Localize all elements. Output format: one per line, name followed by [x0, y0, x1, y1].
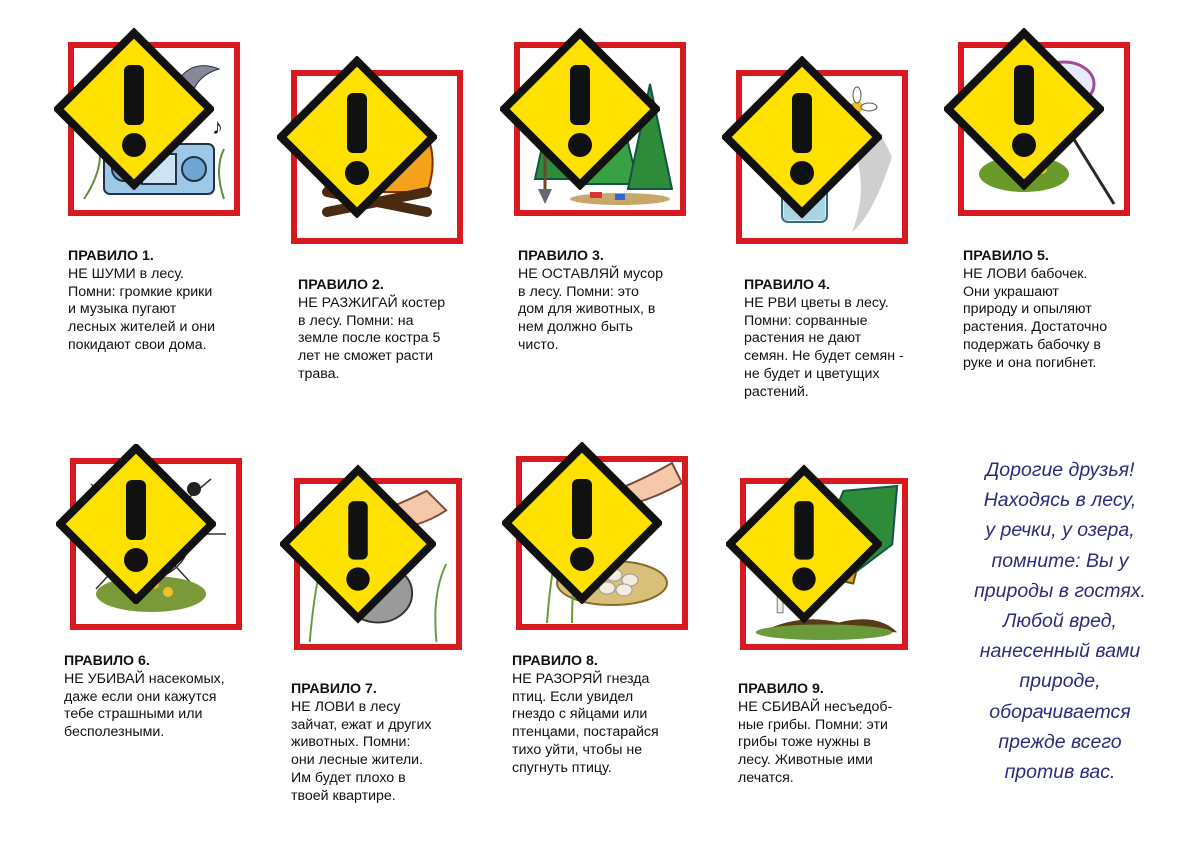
rule-2-text	[298, 277, 498, 384]
rule-4-line: растения не дают	[744, 330, 862, 347]
rule-5-line: подержать бабочку в	[963, 336, 1101, 353]
rule-5-line: природу и опыляют	[963, 301, 1092, 318]
rule-1-line: покидают свои дома.	[68, 336, 207, 353]
closing-line: у речки, у озера,	[985, 519, 1135, 542]
rule-6-frame	[70, 458, 242, 630]
rule-9-line: грибы тоже нужны в	[738, 734, 871, 751]
rule-5-line: Они украшают	[963, 283, 1059, 300]
rule-4-line: растений.	[744, 383, 809, 400]
rule-4-line: семян. Не будет семян -	[744, 348, 904, 365]
rule-3-line: НЕ ОСТАВЛЯЙ мусор	[518, 265, 663, 282]
rule-7-line: они лесные жители.	[291, 752, 424, 769]
rule-8-text	[512, 653, 712, 778]
warning-sign-icon	[500, 28, 660, 190]
rule-2-line: лет не сможет расти	[298, 348, 434, 365]
rule-8-title: ПРАВИЛО 8.	[512, 653, 598, 669]
closing-line: оборачивается	[989, 700, 1131, 723]
warning-sign-icon	[502, 442, 662, 604]
rule-3-text	[518, 248, 718, 355]
rule-6-line: НЕ УБИВАЙ насекомых,	[64, 670, 225, 687]
warning-sign-icon	[56, 444, 216, 604]
rule-2-frame	[291, 70, 463, 244]
rule-2-line: НЕ РАЗЖИГАЙ костер	[298, 294, 446, 311]
closing-message	[930, 455, 1190, 787]
rule-7-frame	[294, 478, 462, 650]
rule-1-frame	[68, 42, 240, 216]
rule-3-line: в лесу. Помни: это	[518, 283, 639, 300]
rule-8-line: спугнуть птицу.	[512, 759, 612, 776]
warning-sign-icon	[280, 464, 436, 624]
warning-sign-icon	[722, 56, 882, 218]
rule-8-line: НЕ РАЗОРЯЙ гнезда	[512, 670, 650, 687]
rule-8-frame	[516, 456, 688, 630]
closing-line: природы в гостях.	[974, 579, 1146, 602]
rule-4-frame	[736, 70, 908, 244]
closing-line: Любой вред,	[1003, 610, 1117, 633]
rule-9-line: НЕ СБИВАЙ несъедоб-	[738, 698, 893, 715]
rule-3-frame	[514, 42, 686, 216]
closing-line: нанесенный вами	[979, 640, 1141, 663]
rule-1-title: ПРАВИЛО 1.	[68, 248, 154, 264]
rule-8-line: гнездо с яйцами или	[512, 706, 648, 723]
closing-line: прежде всего	[998, 730, 1122, 753]
rule-9-title: ПРАВИЛО 9.	[738, 681, 824, 697]
rule-5-line: НЕ ЛОВИ бабочек.	[963, 265, 1088, 282]
rule-3-line: нем должно быть	[518, 319, 633, 336]
rule-3-title: ПРАВИЛО 3.	[518, 248, 604, 264]
rule-6-text	[64, 653, 264, 742]
rule-7-text	[291, 681, 491, 806]
closing-line: природе,	[1019, 670, 1101, 693]
rule-6-line: даже если они кажутся	[64, 688, 217, 705]
rule-5-text	[963, 248, 1163, 373]
rule-9-line: лесу. Животные ими	[738, 752, 873, 769]
rule-7-line: НЕ ЛОВИ в лесу	[291, 698, 401, 715]
rule-7-line: животных. Помни:	[291, 734, 411, 751]
rule-4-line: НЕ РВИ цветы в лесу.	[744, 294, 889, 311]
svg-text:♪: ♪	[212, 114, 223, 139]
warning-sign-icon	[726, 464, 882, 624]
rule-4-text	[744, 277, 944, 402]
rule-5-line: руке и она погибнет.	[963, 354, 1097, 371]
rule-6-line: бесполезными.	[64, 724, 165, 741]
rule-2-line: земле после костра 5	[298, 330, 441, 347]
warning-sign-icon	[277, 56, 437, 218]
rule-3-line: чисто.	[518, 336, 559, 353]
rule-7-line: зайчат, ежат и других	[291, 716, 432, 733]
rule-1-line: Помни: громкие крики	[68, 283, 213, 300]
rule-2-title: ПРАВИЛО 2.	[298, 277, 384, 293]
closing-line: помните: Вы у	[991, 549, 1129, 572]
rule-4-line: Помни: сорванные	[744, 312, 868, 329]
rule-2-line: трава.	[298, 365, 340, 382]
rule-5-title: ПРАВИЛО 5.	[963, 248, 1049, 264]
rule-7-line: твоей квартире.	[291, 787, 396, 804]
rule-7-title: ПРАВИЛО 7.	[291, 681, 377, 697]
warning-sign-icon	[54, 28, 214, 190]
rule-9-line: лечатся.	[738, 769, 794, 786]
rule-9-text	[738, 681, 938, 788]
rule-2-line: в лесу. Помни: на	[298, 312, 414, 329]
closing-line: Находясь в лесу,	[983, 489, 1137, 512]
rule-8-line: тихо уйти, чтобы не	[512, 741, 643, 758]
rule-8-line: птенцами, постарайся	[512, 724, 659, 741]
closing-line: Дорогие друзья!	[985, 459, 1135, 481]
rule-4-title: ПРАВИЛО 4.	[744, 277, 830, 293]
rule-1-line: НЕ ШУМИ в лесу.	[68, 265, 184, 282]
closing-line: против вас.	[1004, 761, 1116, 784]
rule-5-frame	[958, 42, 1130, 216]
rule-6-line: тебе страшными или	[64, 706, 203, 723]
rule-1-line: лесных жителей и они	[68, 319, 216, 336]
rule-9-frame	[740, 478, 908, 650]
warning-sign-icon	[944, 28, 1104, 190]
rule-1-line: и музыка пугают	[68, 301, 177, 318]
rule-9-line: ные грибы. Помни: эти	[738, 716, 888, 733]
rule-3-line: дом для животных, в	[518, 301, 656, 318]
rule-5-line: растения. Достаточно	[963, 319, 1108, 336]
rule-8-line: птиц. Если увидел	[512, 688, 634, 705]
rule-6-title: ПРАВИЛО 6.	[64, 653, 150, 669]
rule-7-line: Им будет плохо в	[291, 769, 406, 786]
rule-4-line: не будет и цветущих	[744, 365, 880, 382]
rule-1-text	[68, 248, 268, 355]
